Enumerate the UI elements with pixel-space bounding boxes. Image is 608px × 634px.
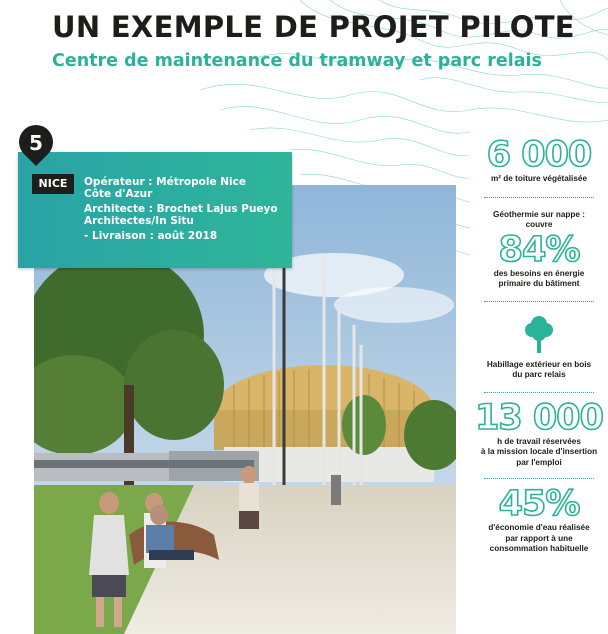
geo-intro-1: Géothermie sur nappe : — [493, 209, 585, 219]
geo-intro-2: couvre — [525, 220, 553, 229]
operator-line-2: Côte d'Azur — [84, 188, 153, 200]
work-label-3: par l'emploi — [516, 457, 562, 467]
project-number: 5 — [29, 131, 43, 155]
tree-icon — [524, 314, 554, 354]
divider — [484, 301, 594, 302]
delivery-line: - Livraison : août 2018 — [84, 230, 218, 242]
wood-label-1: Habillage extérieur en bois — [486, 359, 592, 369]
operator-line-1: Opérateur : Métropole Nice — [84, 176, 246, 188]
roof-stat-label: m² de toiture végétalisée — [490, 174, 587, 183]
roof-stat-value: 6 000 — [486, 135, 592, 175]
water-label-1: d'économie d'eau réalisée — [488, 523, 590, 532]
divider — [484, 197, 594, 198]
divider — [484, 392, 594, 393]
geo-label-1: des besoins en énergie — [493, 268, 585, 278]
water-label-2: par rapport à une — [505, 533, 573, 543]
geo-stat-value: 84% — [498, 229, 580, 270]
water-label-3: consommation habituelle — [489, 544, 589, 553]
work-label-2: à la mission locale d'insertion — [480, 447, 598, 456]
city-badge: NICE — [32, 174, 74, 194]
architect-line-1: Architecte : Brochet Lajus Pueyo — [84, 203, 278, 215]
project-details — [84, 176, 284, 242]
page-subtitle: Centre de maintenance du tramway et parc relais — [52, 51, 542, 71]
divider — [484, 478, 594, 479]
wood-label-2: du parc relais — [512, 370, 566, 379]
stats-column — [470, 130, 608, 555]
work-stat-value: 13 000 — [475, 397, 603, 438]
work-label-1: h de travail réservées — [497, 436, 581, 446]
geo-label-2: primaire du bâtiment — [498, 279, 580, 288]
architect-line-2: Architectes/In Situ — [84, 215, 194, 227]
page-title: UN EXEMPLE DE PROJET PILOTE — [52, 10, 575, 44]
water-stat-value: 45% — [498, 484, 580, 524]
